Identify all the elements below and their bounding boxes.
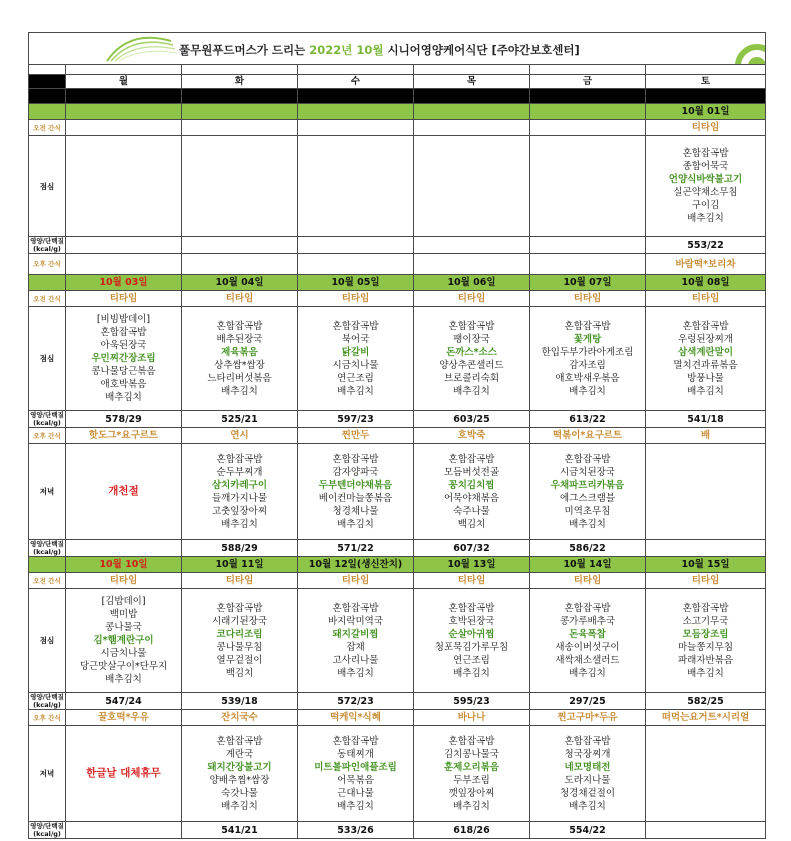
pm-snack-cell — [414, 254, 530, 275]
menu-item: 시금치된장국 — [559, 466, 616, 478]
menu-item: 배추김치 — [337, 800, 374, 812]
nutrition-cell: 525/21 — [182, 411, 298, 428]
date-cell: 10월 05일 — [298, 275, 414, 291]
menu-item: 우렁된장찌개 — [677, 333, 734, 345]
date-cell: 10월 01일 — [646, 104, 766, 120]
menu-item: 배추김치 — [687, 213, 724, 224]
nutrition-cell — [646, 822, 766, 839]
menu-item: [김밥데이] — [101, 596, 146, 607]
menu-cell — [182, 136, 298, 237]
spacer-cell — [298, 65, 414, 75]
menu-item: 멸치견과류볶음 — [673, 359, 738, 371]
nutrition-cell: 554/22 — [530, 822, 646, 839]
day-header: 목 — [414, 75, 530, 89]
menu-item: 혼합잡곡밥 — [448, 602, 495, 614]
menu-item: 훈제오리볶음 — [443, 761, 500, 773]
menu-cell — [414, 726, 530, 822]
corner-swirl-logo — [735, 44, 765, 64]
menu-item: 배추김치 — [569, 518, 606, 530]
menu-item: 닭갈비 — [341, 346, 370, 358]
am-snack-cell: 티타임 — [646, 120, 766, 136]
pm-snack-label: 오후 간식 — [29, 710, 66, 726]
menu-item: 상추쌈*쌈장 — [214, 359, 265, 371]
menu-item: 청경채나물 — [332, 505, 379, 517]
pm-snack-label: 오후 간식 — [29, 254, 66, 275]
menu-item: 도라지나물 — [564, 774, 611, 786]
date-cell: 10월 12일(생신잔치) — [298, 557, 414, 573]
nutrition-cell: 578/29 — [66, 411, 182, 428]
menu-item: 혼합잡곡밥 — [100, 327, 147, 338]
date-cell: 10월 06일 — [414, 275, 530, 291]
menu-cell — [414, 136, 530, 237]
date-cell: 10월 04일 — [182, 275, 298, 291]
pm-snack-cell: 찐만두 — [298, 428, 414, 444]
menu-item: 두부텐더야채볶음 — [318, 479, 393, 491]
menu-item: 삼치카레구이 — [211, 479, 268, 491]
pm-snack-cell: 핫도그*요구르트 — [66, 428, 182, 444]
menu-item: 혼합잡곡밥 — [332, 735, 379, 747]
menu-item: 베이컨마늘쫑볶음 — [318, 492, 393, 504]
menu-item: 콩가루배추국 — [559, 615, 616, 627]
menu-cell — [66, 589, 182, 693]
dark-spacer-cell — [646, 89, 766, 104]
menu-cell — [646, 444, 766, 540]
menu-item: 배추김치 — [569, 800, 606, 812]
am-snack-cell: 티타임 — [298, 573, 414, 589]
menu-item: 혼합잡곡밥 — [216, 320, 263, 332]
pm-snack-cell: 바나나 — [414, 710, 530, 726]
menu-cell — [182, 307, 298, 411]
menu-cell — [182, 589, 298, 693]
menu-item: 언양식바싹불고기 — [668, 174, 743, 185]
menu-cell — [66, 136, 182, 237]
nutrition-cell — [66, 822, 182, 839]
header-banner — [99, 35, 636, 63]
menu-cell — [646, 589, 766, 693]
menu-item: 종합어묵국 — [682, 161, 729, 172]
menu-item: 백김치 — [457, 518, 486, 530]
am-snack-cell: 티타임 — [182, 291, 298, 307]
menu-item: 제육볶음 — [221, 346, 258, 358]
spacer-cell — [66, 65, 182, 75]
nutrition-cell — [646, 540, 766, 557]
menu-item: 동태찌개 — [337, 748, 374, 760]
lunch-label: 점심 — [29, 136, 66, 237]
menu-item: 애호박볶음 — [100, 379, 147, 390]
date-label-cell — [29, 275, 66, 291]
menu-item: 돈까스*소스 — [446, 346, 497, 358]
menu-item: 돼지간장불고기 — [207, 761, 272, 773]
menu-item: 혼합잡곡밥 — [564, 602, 611, 614]
date-cell: 10월 10일 — [66, 557, 182, 573]
nutrition-cell: 582/25 — [646, 693, 766, 710]
menu-item: 양배추찜*쌈장 — [209, 774, 270, 786]
menu-item: 연근조림 — [337, 372, 374, 384]
spacer-cell — [414, 65, 530, 75]
menu-item: 방풍나물 — [687, 372, 724, 384]
am-snack-cell — [530, 120, 646, 136]
nutrition-cell: 553/22 — [646, 237, 766, 254]
menu-cell — [414, 589, 530, 693]
menu-item: 콩나물당근볶음 — [91, 366, 156, 377]
menu-cell — [530, 136, 646, 237]
pm-snack-cell: 호박죽 — [414, 428, 530, 444]
nutrition-label: 영양/단백질(kcal/g) — [30, 411, 64, 427]
menu-cell — [182, 726, 298, 822]
day-header: 월 — [66, 75, 182, 89]
menu-item: 혼합잡곡밥 — [448, 320, 495, 332]
day-header: 토 — [646, 75, 766, 89]
menu-item: 감자양파국 — [332, 466, 379, 478]
am-snack-cell — [298, 120, 414, 136]
corner-cell — [29, 75, 66, 89]
menu-item: 들깨가지나물 — [211, 492, 268, 504]
menu-item: 순두부찌개 — [216, 466, 263, 478]
meal-plan-table — [28, 32, 766, 839]
menu-cell — [530, 307, 646, 411]
menu-cell — [298, 444, 414, 540]
pm-snack-cell: 찐고구마*두유 — [530, 710, 646, 726]
menu-cell — [530, 589, 646, 693]
menu-cell — [298, 726, 414, 822]
menu-item: 혼합잡곡밥 — [564, 453, 611, 465]
menu-item: 팽이장국 — [453, 333, 490, 345]
menu-item: 파래자반볶음 — [677, 654, 734, 666]
menu-item: 배추김치 — [221, 800, 258, 812]
am-snack-label: 오전 간식 — [29, 573, 66, 589]
lunch-label: 점심 — [29, 589, 66, 693]
menu-item: 근대나물 — [337, 787, 374, 799]
menu-item: 고춧잎장아찌 — [211, 505, 268, 517]
menu-item: 배추김치 — [105, 674, 142, 685]
menu-item: 돈육폭찹 — [569, 628, 606, 640]
dinner-label: 저녁 — [29, 444, 66, 540]
nutrition-cell — [66, 237, 182, 254]
pm-snack-cell — [182, 254, 298, 275]
day-header: 금 — [530, 75, 646, 89]
menu-item: 김치콩나물국 — [443, 748, 500, 760]
pm-snack-cell: 잔치국수 — [182, 710, 298, 726]
menu-item: 배추김치 — [453, 800, 490, 812]
date-cell — [66, 104, 182, 120]
date-cell: 10월 13일 — [414, 557, 530, 573]
spacer-cell — [29, 65, 66, 75]
menu-cell — [298, 589, 414, 693]
menu-item: 호박된장국 — [448, 615, 495, 627]
menu-item: 배추김치 — [569, 385, 606, 397]
menu-item: 감자조림 — [569, 359, 606, 371]
menu-item: 한입두부가라아게조림 — [541, 346, 634, 358]
menu-item: 배추김치 — [687, 385, 724, 397]
menu-item: 배추김치 — [453, 385, 490, 397]
menu-item: 잡채 — [346, 641, 365, 653]
dark-spacer-cell — [530, 89, 646, 104]
menu-item: 꽃게탕 — [573, 333, 602, 345]
menu-item: 혼합잡곡밥 — [332, 453, 379, 465]
date-label-cell — [29, 557, 66, 573]
menu-item: 백미밥 — [109, 609, 138, 620]
menu-item: 청경채겉절이 — [559, 787, 616, 799]
am-snack-cell: 티타임 — [66, 573, 182, 589]
nutrition-cell — [530, 237, 646, 254]
menu-item: 실곤약채소무침 — [673, 187, 738, 198]
menu-item: 배추김치 — [337, 667, 374, 679]
am-snack-cell: 티타임 — [182, 573, 298, 589]
menu-item: 어묵볶음 — [337, 774, 374, 786]
menu-item: 혼합잡곡밥 — [448, 453, 495, 465]
date-cell: 10월 08일 — [646, 275, 766, 291]
dark-spacer-cell — [298, 89, 414, 104]
nutrition-cell: 607/32 — [414, 540, 530, 557]
nutrition-cell: 541/18 — [646, 411, 766, 428]
holiday-text: 한글날 대체휴무 — [86, 767, 161, 779]
menu-item: 배추김치 — [337, 385, 374, 397]
menu-item: 혼합잡곡밥 — [682, 148, 729, 159]
date-cell: 10월 11일 — [182, 557, 298, 573]
nutrition-cell: 597/23 — [298, 411, 414, 428]
menu-item: 모듬장조림 — [682, 628, 729, 640]
menu-cell — [646, 307, 766, 411]
menu-item: 배추김치 — [569, 667, 606, 679]
menu-item: 배추김치 — [337, 518, 374, 530]
menu-item: 우민찌간장조림 — [91, 353, 156, 364]
am-snack-cell — [66, 120, 182, 136]
menu-item: 시래기된장국 — [211, 615, 268, 627]
menu-item: 숙갓나물 — [221, 787, 258, 799]
nutrition-cell — [414, 237, 530, 254]
menu-item: 계란국 — [225, 748, 254, 760]
spacer-cell — [646, 65, 766, 75]
menu-item: 미역초무침 — [564, 505, 611, 517]
am-snack-cell: 티타임 — [646, 573, 766, 589]
pm-snack-cell: 배 — [646, 428, 766, 444]
menu-cell — [298, 307, 414, 411]
menu-item: 네모명태전 — [564, 761, 611, 773]
menu-item: [비빔밥데이] — [96, 314, 151, 325]
menu-item: 바지락미역국 — [327, 615, 384, 627]
pm-snack-cell — [66, 254, 182, 275]
nutrition-label: 영양/단백질(kcal/g) — [30, 540, 64, 556]
nutrition-label: 영양/단백질(kcal/g) — [30, 822, 64, 838]
menu-item: 백김치 — [225, 667, 254, 679]
menu-item: 혼합잡곡밥 — [216, 735, 263, 747]
dark-spacer-cell — [182, 89, 298, 104]
am-snack-label: 오전 간식 — [29, 120, 66, 136]
menu-item: 당근맛살구이*단무지 — [79, 661, 168, 672]
dinner-label: 저녁 — [29, 726, 66, 822]
menu-item: 에그스크램블 — [559, 492, 616, 504]
nutrition-label: 영양/단백질(kcal/g) — [30, 693, 64, 709]
nutrition-cell: 572/23 — [298, 693, 414, 710]
pm-snack-cell: 바람떡*보리차 — [646, 254, 766, 275]
date-cell — [298, 104, 414, 120]
menu-item: 소고기무국 — [682, 615, 729, 627]
menu-item: 북어국 — [341, 333, 370, 345]
menu-item: 배추김치 — [221, 518, 258, 530]
menu-item: 혼합잡곡밥 — [332, 602, 379, 614]
menu-item: 미트볼파인애플조림 — [314, 761, 397, 773]
menu-item: 시금치나물 — [332, 359, 379, 371]
date-cell: 10월 03일 — [66, 275, 182, 291]
nutrition-cell: 595/23 — [414, 693, 530, 710]
menu-item: 혼합잡곡밥 — [564, 735, 611, 747]
dark-spacer-cell — [66, 89, 182, 104]
nutrition-cell: 618/26 — [414, 822, 530, 839]
pm-snack-cell: 떡케익*식혜 — [298, 710, 414, 726]
menu-item: 콩나물무침 — [216, 641, 263, 653]
menu-item: 돼지갈비찜 — [332, 628, 379, 640]
menu-item: 배추김치 — [105, 392, 142, 403]
menu-item: 모듬버섯전골 — [443, 466, 500, 478]
am-snack-cell: 티타임 — [414, 291, 530, 307]
nutrition-cell: 297/25 — [530, 693, 646, 710]
menu-item: 애호박새우볶음 — [555, 372, 620, 384]
am-snack-cell: 티타임 — [66, 291, 182, 307]
spacer-cell — [182, 65, 298, 75]
nutrition-cell: 588/29 — [182, 540, 298, 557]
menu-cell — [414, 307, 530, 411]
am-snack-cell — [414, 120, 530, 136]
pm-snack-cell: 떡볶이*요구르트 — [530, 428, 646, 444]
menu-item: 혼합잡곡밥 — [564, 320, 611, 332]
nutrition-cell: 586/22 — [530, 540, 646, 557]
dark-spacer-cell — [414, 89, 530, 104]
menu-cell — [182, 444, 298, 540]
menu-cell — [530, 444, 646, 540]
menu-item: 브로콜리숙회 — [443, 372, 500, 384]
menu-item: 혼합잡곡밥 — [682, 320, 729, 332]
menu-item: 청포묵김가루무침 — [434, 641, 509, 653]
holiday-text: 개천절 — [108, 485, 139, 497]
am-snack-cell: 티타임 — [530, 573, 646, 589]
menu-item: 꽁치김치찜 — [448, 479, 495, 491]
holiday-cell — [66, 726, 182, 822]
nutrition-cell: 571/22 — [298, 540, 414, 557]
page-title: 풀무원푸드머스가 드리는 2022년 10월 시니어영양케어식단 [주야간보호센터] — [179, 43, 580, 57]
pulmuone-swirl-logo — [99, 35, 179, 63]
day-header: 수 — [298, 75, 414, 89]
menu-item: 혼합잡곡밥 — [216, 602, 263, 614]
menu-cell — [414, 444, 530, 540]
menu-item: 새송이버섯구이 — [555, 641, 620, 653]
menu-item: 깻잎장아찌 — [448, 787, 495, 799]
nutrition-cell: 541/21 — [182, 822, 298, 839]
date-cell — [414, 104, 530, 120]
am-snack-label: 오전 간식 — [29, 291, 66, 307]
menu-cell — [298, 136, 414, 237]
menu-item: 청국장찌개 — [564, 748, 611, 760]
menu-item: 우채파프리카볶음 — [550, 479, 625, 491]
menu-item: 느타리버섯볶음 — [207, 372, 272, 384]
menu-item: 삼색계란말이 — [677, 346, 734, 358]
nutrition-cell — [298, 237, 414, 254]
menu-item: 혼합잡곡밥 — [448, 735, 495, 747]
menu-item: 열무겉절이 — [216, 654, 263, 666]
nutrition-cell: 603/25 — [414, 411, 530, 428]
menu-cell — [646, 726, 766, 822]
menu-item: 시금치나물 — [100, 648, 147, 659]
am-snack-cell: 티타임 — [530, 291, 646, 307]
menu-item: 아욱된장국 — [100, 340, 147, 351]
menu-item: 숙주나물 — [453, 505, 490, 517]
menu-item: 혼합잡곡밥 — [332, 320, 379, 332]
pm-snack-cell: 꿀호떡*우유 — [66, 710, 182, 726]
menu-item: 혼합잡곡밥 — [216, 453, 263, 465]
menu-item: 구이김 — [691, 200, 720, 211]
lunch-label: 점심 — [29, 307, 66, 411]
nutrition-label: 영양/단백질(kcal/g) — [30, 237, 64, 253]
date-label-cell — [29, 104, 66, 120]
menu-cell — [530, 726, 646, 822]
menu-cell — [66, 307, 182, 411]
menu-item: 배추된장국 — [216, 333, 263, 345]
am-snack-cell: 티타임 — [646, 291, 766, 307]
am-snack-cell — [182, 120, 298, 136]
spacer-cell — [530, 65, 646, 75]
am-snack-cell: 티타임 — [414, 573, 530, 589]
menu-item: 어묵야채볶음 — [443, 492, 500, 504]
menu-item: 혼합잡곡밥 — [682, 602, 729, 614]
menu-item: 마늘쫑지무침 — [677, 641, 734, 653]
pm-snack-cell: 떠먹는요거트*시리얼 — [646, 710, 766, 726]
nutrition-cell — [182, 237, 298, 254]
menu-item: 배추김치 — [221, 385, 258, 397]
day-header: 화 — [182, 75, 298, 89]
pm-snack-cell: 연시 — [182, 428, 298, 444]
spacer-cell — [29, 89, 66, 104]
menu-item: 배추김치 — [687, 667, 724, 679]
pm-snack-cell — [298, 254, 414, 275]
holiday-cell — [66, 444, 182, 540]
pm-snack-cell — [530, 254, 646, 275]
date-cell — [182, 104, 298, 120]
date-cell: 10월 07일 — [530, 275, 646, 291]
nutrition-cell — [66, 540, 182, 557]
menu-item: 새싹채소샐러드 — [555, 654, 620, 666]
am-snack-cell: 티타임 — [298, 291, 414, 307]
nutrition-cell: 533/26 — [298, 822, 414, 839]
menu-item: 두부조림 — [453, 774, 490, 786]
nutrition-cell: 539/18 — [182, 693, 298, 710]
menu-item: 콩나물국 — [105, 622, 142, 633]
date-cell: 10월 14일 — [530, 557, 646, 573]
menu-item: 김*햄계란구이 — [93, 635, 154, 646]
menu-item: 고사리나물 — [332, 654, 379, 666]
menu-item: 양상추콘샐러드 — [439, 359, 504, 371]
date-cell — [530, 104, 646, 120]
pm-snack-label: 오후 간식 — [29, 428, 66, 444]
nutrition-cell: 613/22 — [530, 411, 646, 428]
menu-item: 연근조림 — [453, 654, 490, 666]
date-cell: 10월 15일 — [646, 557, 766, 573]
menu-item: 코다리조림 — [216, 628, 263, 640]
menu-item: 배추김치 — [453, 667, 490, 679]
menu-cell — [646, 136, 766, 237]
nutrition-cell: 547/24 — [66, 693, 182, 710]
menu-item: 순살아귀찜 — [448, 628, 495, 640]
